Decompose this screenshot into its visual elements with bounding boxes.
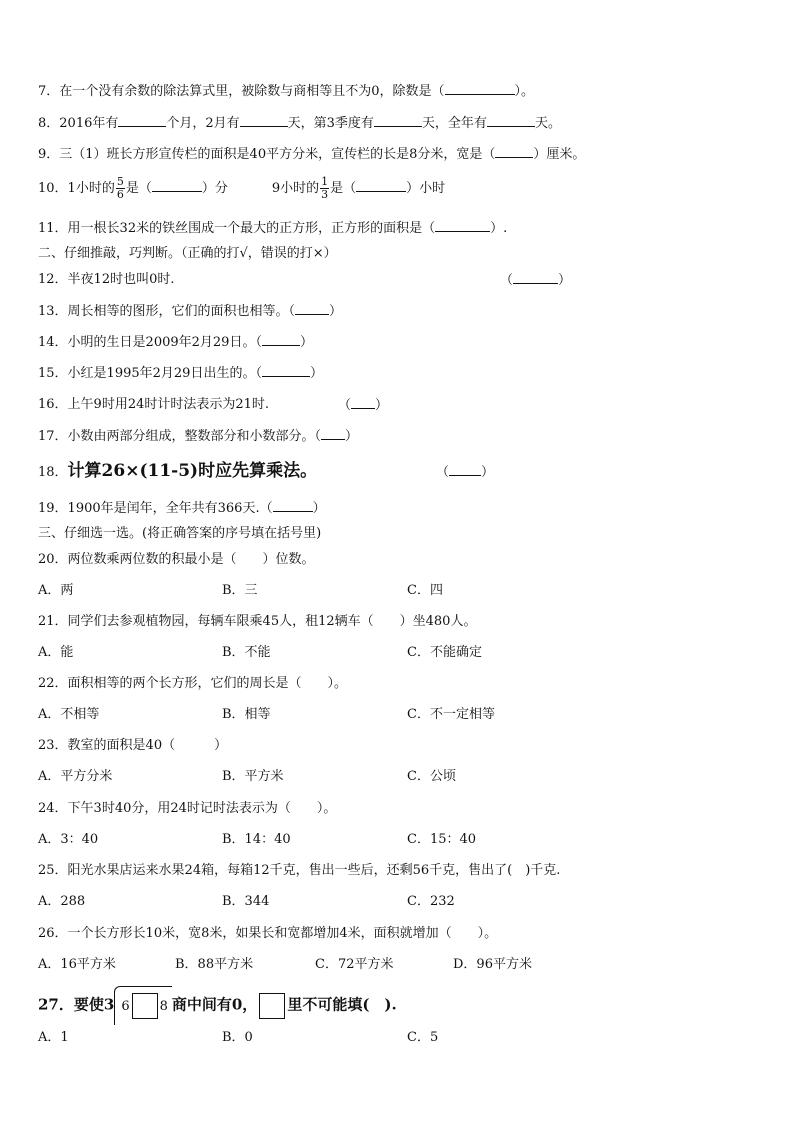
option-b[interactable]: B．344 bbox=[222, 894, 270, 909]
answer-blank[interactable] bbox=[435, 219, 490, 232]
question-25: 25．阳光水果店运来水果24箱，每箱12千克，售出一些后，还剩56千克，售出了( )千克. bbox=[38, 863, 561, 878]
option-c[interactable]: C．不能确定 bbox=[407, 645, 482, 660]
fraction-five-sixths: $\frac{5}{6}$ bbox=[116, 175, 124, 201]
question-12: 12．半夜12时也叫0时. bbox=[38, 272, 175, 287]
digit-box bbox=[259, 993, 285, 1019]
option-b[interactable]: B．不能 bbox=[222, 645, 271, 660]
question-18-answer: （ ） bbox=[436, 465, 495, 480]
question-10: 10．1小时的 $\frac{5}{6}$ 是（ ）分 9小时的 $\frac{1}{3}$ 是（ ）小时 bbox=[38, 175, 446, 201]
answer-blank[interactable] bbox=[262, 364, 310, 377]
division-bracket: 6 8 bbox=[114, 986, 172, 1025]
option-a[interactable]: A．16平方米 bbox=[38, 957, 116, 972]
option-c[interactable]: C．15：40 bbox=[407, 832, 477, 847]
digit-box[interactable] bbox=[132, 993, 158, 1019]
answer-blank[interactable] bbox=[152, 179, 202, 192]
question-19: 19．1900年是闰年，全年共有366天.（ ） bbox=[38, 501, 326, 516]
option-c[interactable]: C．四 bbox=[407, 583, 443, 598]
section-3-heading: 三、仔细选一选。(将正确答案的序号填在括号里) bbox=[38, 526, 322, 541]
question-23: 23．教室的面积是40（ ） bbox=[38, 738, 228, 753]
fraction-one-third: $\frac{1}{3}$ bbox=[321, 175, 329, 201]
answer-blank[interactable] bbox=[351, 396, 375, 409]
option-b[interactable]: B．14：40 bbox=[222, 832, 291, 847]
option-a[interactable]: A．1 bbox=[38, 1030, 69, 1045]
answer-blank[interactable] bbox=[356, 179, 406, 192]
answer-blank[interactable] bbox=[118, 114, 166, 127]
question-26: 26．一个长方形长10米，宽8米，如果长和宽都增加4米，面积就增加（ ）。 bbox=[38, 926, 498, 941]
question-9: 9．三（1）班长方形宣传栏的面积是40平方分米，宣传栏的长是8分米，宽是（ ）厘米。 bbox=[38, 147, 586, 162]
question-21: 21．同学们去参观植物园，每辆车限乘45人，租12辆车（ ）坐480人。 bbox=[38, 614, 477, 629]
answer-blank[interactable] bbox=[262, 333, 300, 346]
option-c[interactable]: C．232 bbox=[407, 894, 455, 909]
question-8: 8．2016年有 个月，2月有 天，第3季度有 天，全年有 天。 bbox=[38, 116, 561, 131]
question-16-answer: （ ） bbox=[338, 398, 389, 413]
answer-blank[interactable] bbox=[240, 114, 288, 127]
question-7: 7．在一个没有余数的除法算式里，被除数与商相等且不为0，除数是（ ）。 bbox=[38, 84, 535, 99]
answer-blank[interactable] bbox=[295, 302, 329, 315]
option-c[interactable]: C．5 bbox=[407, 1030, 439, 1045]
option-b[interactable]: B．三 bbox=[222, 583, 258, 598]
question-13: 13．周长相等的图形，它们的面积也相等。（ ） bbox=[38, 304, 343, 319]
question-16: 16．上午9时用24时计时法表示为21时. bbox=[38, 397, 270, 412]
answer-blank[interactable] bbox=[445, 82, 515, 95]
option-b[interactable]: B．88平方米 bbox=[175, 957, 254, 972]
option-a[interactable]: A．两 bbox=[38, 583, 74, 598]
answer-blank[interactable] bbox=[513, 271, 558, 284]
question-27: 27．要使3 6 8 商中间有0， 里不可能填( ). bbox=[38, 986, 397, 1025]
answer-blank[interactable] bbox=[374, 114, 422, 127]
question-22: 22．面积相等的两个长方形，它们的周长是（ ）。 bbox=[38, 676, 348, 691]
question-20: 20．两位数乘两位数的积最小是（ ）位数。 bbox=[38, 552, 315, 567]
option-a[interactable]: A．288 bbox=[38, 894, 86, 909]
option-a[interactable]: A．不相等 bbox=[38, 707, 100, 722]
answer-blank[interactable] bbox=[449, 463, 481, 476]
option-c[interactable]: C．72平方米 bbox=[315, 957, 394, 972]
option-a[interactable]: A．平方分米 bbox=[38, 769, 113, 784]
question-18: 18．计算26×(11-5)时应先算乘法。 bbox=[38, 461, 318, 481]
option-c[interactable]: C．不一定相等 bbox=[407, 707, 495, 722]
option-a[interactable]: A．能 bbox=[38, 645, 74, 660]
section-2-heading: 二、仔细推敲，巧判断。（正确的打√，错误的打×） bbox=[38, 246, 337, 261]
question-14: 14．小明的生日是2009年2月29日。（ ） bbox=[38, 335, 313, 350]
option-c[interactable]: C．公顷 bbox=[407, 769, 456, 784]
option-d[interactable]: D．96平方米 bbox=[453, 957, 532, 972]
answer-blank[interactable] bbox=[495, 145, 533, 158]
option-b[interactable]: B．0 bbox=[222, 1030, 253, 1045]
answer-blank[interactable] bbox=[321, 427, 345, 440]
question-12-answer: （ ） bbox=[500, 273, 572, 288]
option-a[interactable]: A．3：40 bbox=[38, 832, 99, 847]
option-b[interactable]: B．平方米 bbox=[222, 769, 284, 784]
answer-blank[interactable] bbox=[487, 114, 535, 127]
option-b[interactable]: B．相等 bbox=[222, 707, 271, 722]
question-11: 11．用一根长32米的铁丝围成一个最大的正方形，正方形的面积是（ ）. bbox=[38, 221, 508, 236]
question-15: 15．小红是1995年2月29日出生的。（ ） bbox=[38, 366, 323, 381]
answer-blank[interactable] bbox=[273, 499, 313, 512]
question-17: 17．小数由两部分组成，整数部分和小数部分。（ ） bbox=[38, 429, 359, 444]
question-24: 24．下午3时40分，用24时记时法表示为（ ）。 bbox=[38, 801, 337, 816]
